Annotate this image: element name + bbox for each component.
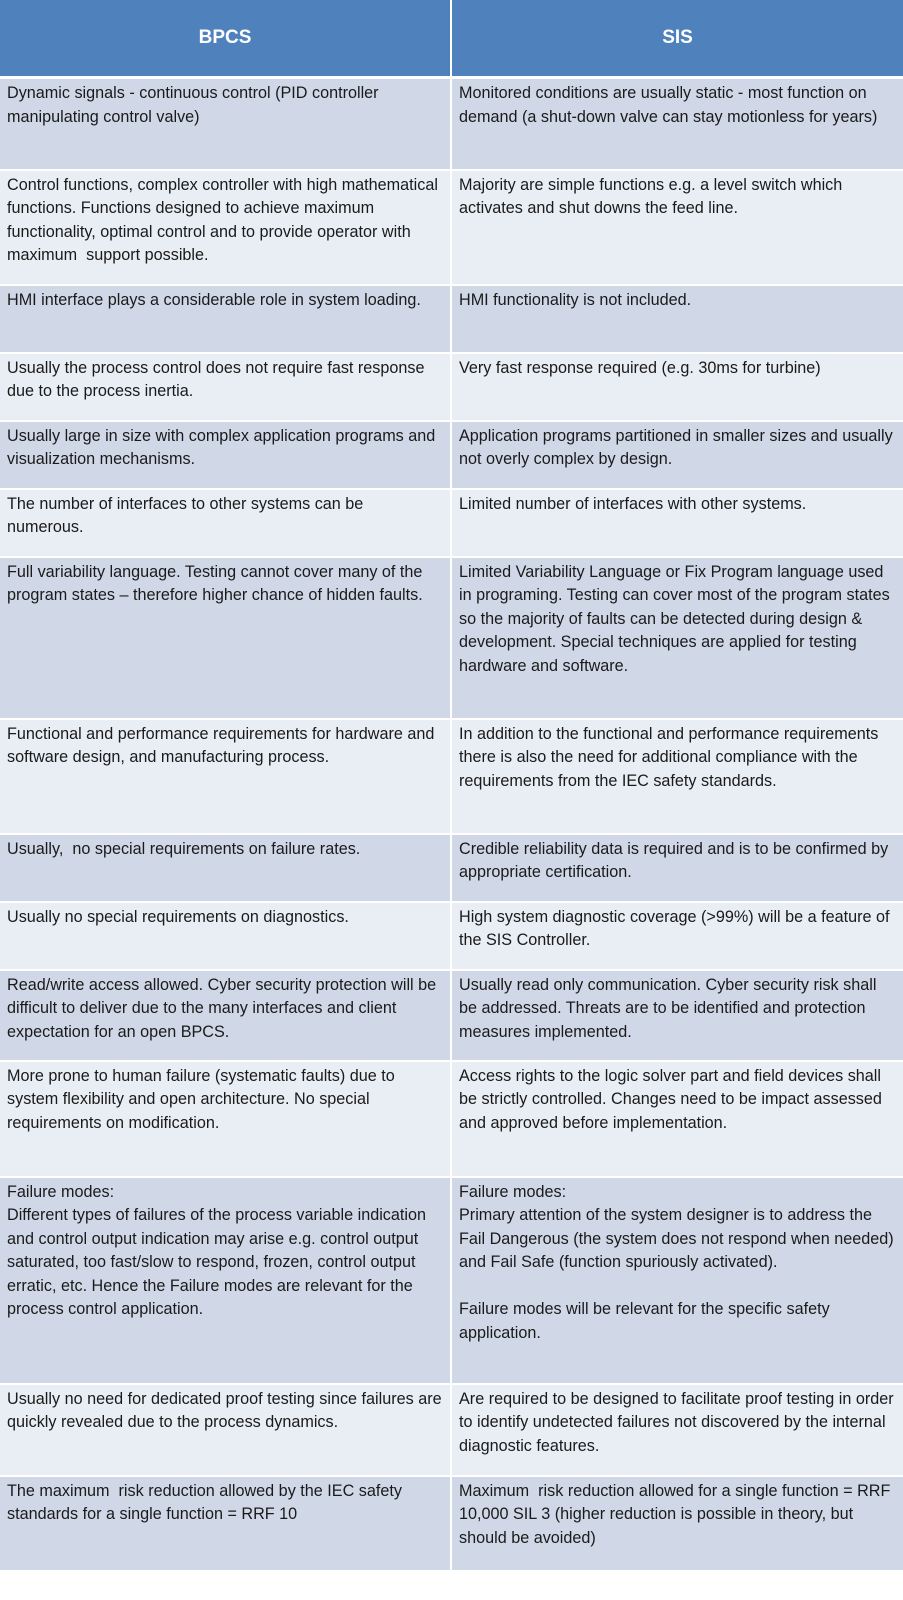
cell-sis: Majority are simple functions e.g. a level switch which activates and shut downs the feed line. <box>451 170 903 285</box>
table-row <box>0 902 903 970</box>
cell-sis: Very fast response required (e.g. 30ms for turbine) <box>451 353 903 421</box>
table-row <box>0 557 903 719</box>
cell-sis: Limited Variability Language or Fix Program language used in programing. Testing can cover most of the program states so the majority of faults can be detected during design & development. Special techniques are applied for testing hardware and software. <box>451 557 903 719</box>
cell-bpcs: Usually no special requirements on diagnostics. <box>0 902 451 970</box>
cell-sis: Failure modes: Primary attention of the system designer is to address the Fail Dangerous (the system does not respond when needed) and Fail Safe (function spuriously activated). Failure modes will be relevant for the specific safety application. <box>451 1177 903 1384</box>
table-row <box>0 353 903 421</box>
column-header-sis: SIS <box>451 0 903 78</box>
table-row <box>0 1476 903 1571</box>
cell-bpcs: Usually large in size with complex application programs and visualization mechanisms. <box>0 421 451 489</box>
column-header-bpcs: BPCS <box>0 0 451 78</box>
table-row <box>0 834 903 902</box>
table-row <box>0 421 903 489</box>
cell-bpcs: HMI interface plays a considerable role in system loading. <box>0 285 451 353</box>
cell-bpcs: Functional and performance requirements for hardware and software design, and manufacturing process. <box>0 719 451 834</box>
table-row <box>0 78 903 170</box>
cell-sis: High system diagnostic coverage (>99%) will be a feature of the SIS Controller. <box>451 902 903 970</box>
table-row <box>0 489 903 557</box>
table-body <box>0 78 903 1571</box>
cell-bpcs: Usually the process control does not require fast response due to the process inertia. <box>0 353 451 421</box>
cell-sis: In addition to the functional and performance requirements there is also the need for additional compliance with the requirements from the IEC safety standards. <box>451 719 903 834</box>
cell-bpcs: Full variability language. Testing cannot cover many of the program states – therefore higher chance of hidden faults. <box>0 557 451 719</box>
cell-sis: Access rights to the logic solver part and field devices shall be strictly controlled. Changes need to be impact assessed and approved before implementation. <box>451 1061 903 1177</box>
table-row <box>0 970 903 1061</box>
cell-bpcs: Control functions, complex controller with high mathematical functions. Functions designed to achieve maximum functionality, optimal control and to provide operator with maximum support possible. <box>0 170 451 285</box>
cell-bpcs: The maximum risk reduction allowed by the IEC safety standards for a single function = RRF 10 <box>0 1476 451 1571</box>
table-row <box>0 1177 903 1384</box>
cell-bpcs: Dynamic signals - continuous control (PID controller manipulating control valve) <box>0 78 451 170</box>
cell-sis: HMI functionality is not included. <box>451 285 903 353</box>
table-row <box>0 1384 903 1476</box>
cell-sis: Credible reliability data is required and is to be confirmed by appropriate certification. <box>451 834 903 902</box>
cell-sis: Usually read only communication. Cyber security risk shall be addressed. Threats are to be identified and protection measures implemented. <box>451 970 903 1061</box>
table-row <box>0 285 903 353</box>
table-row <box>0 719 903 834</box>
cell-bpcs: Usually, no special requirements on failure rates. <box>0 834 451 902</box>
cell-bpcs: Failure modes: Different types of failures of the process variable indication and control output indication may arise e.g. control output saturated, too fast/slow to respond, frozen, control output erratic, etc. Hence the Failure modes are relevant for the process control application. <box>0 1177 451 1384</box>
cell-bpcs: The number of interfaces to other systems can be numerous. <box>0 489 451 557</box>
cell-bpcs: Usually no need for dedicated proof testing since failures are quickly revealed due to the process dynamics. <box>0 1384 451 1476</box>
cell-sis: Limited number of interfaces with other systems. <box>451 489 903 557</box>
header-row <box>0 0 903 78</box>
cell-bpcs: Read/write access allowed. Cyber security protection will be difficult to deliver due to the many interfaces and client expectation for an open BPCS. <box>0 970 451 1061</box>
cell-bpcs: More prone to human failure (systematic faults) due to system flexibility and open architecture. No special requirements on modification. <box>0 1061 451 1177</box>
cell-sis: Maximum risk reduction allowed for a single function = RRF 10,000 SIL 3 (higher reduction is possible in theory, but should be avoided) <box>451 1476 903 1571</box>
cell-sis: Monitored conditions are usually static - most function on demand (a shut-down valve can stay motionless for years) <box>451 78 903 170</box>
cell-sis: Application programs partitioned in smaller sizes and usually not overly complex by design. <box>451 421 903 489</box>
table-row <box>0 1061 903 1177</box>
table-row <box>0 170 903 285</box>
cell-sis: Are required to be designed to facilitate proof testing in order to identify undetected failures not discovered by the internal diagnostic features. <box>451 1384 903 1476</box>
